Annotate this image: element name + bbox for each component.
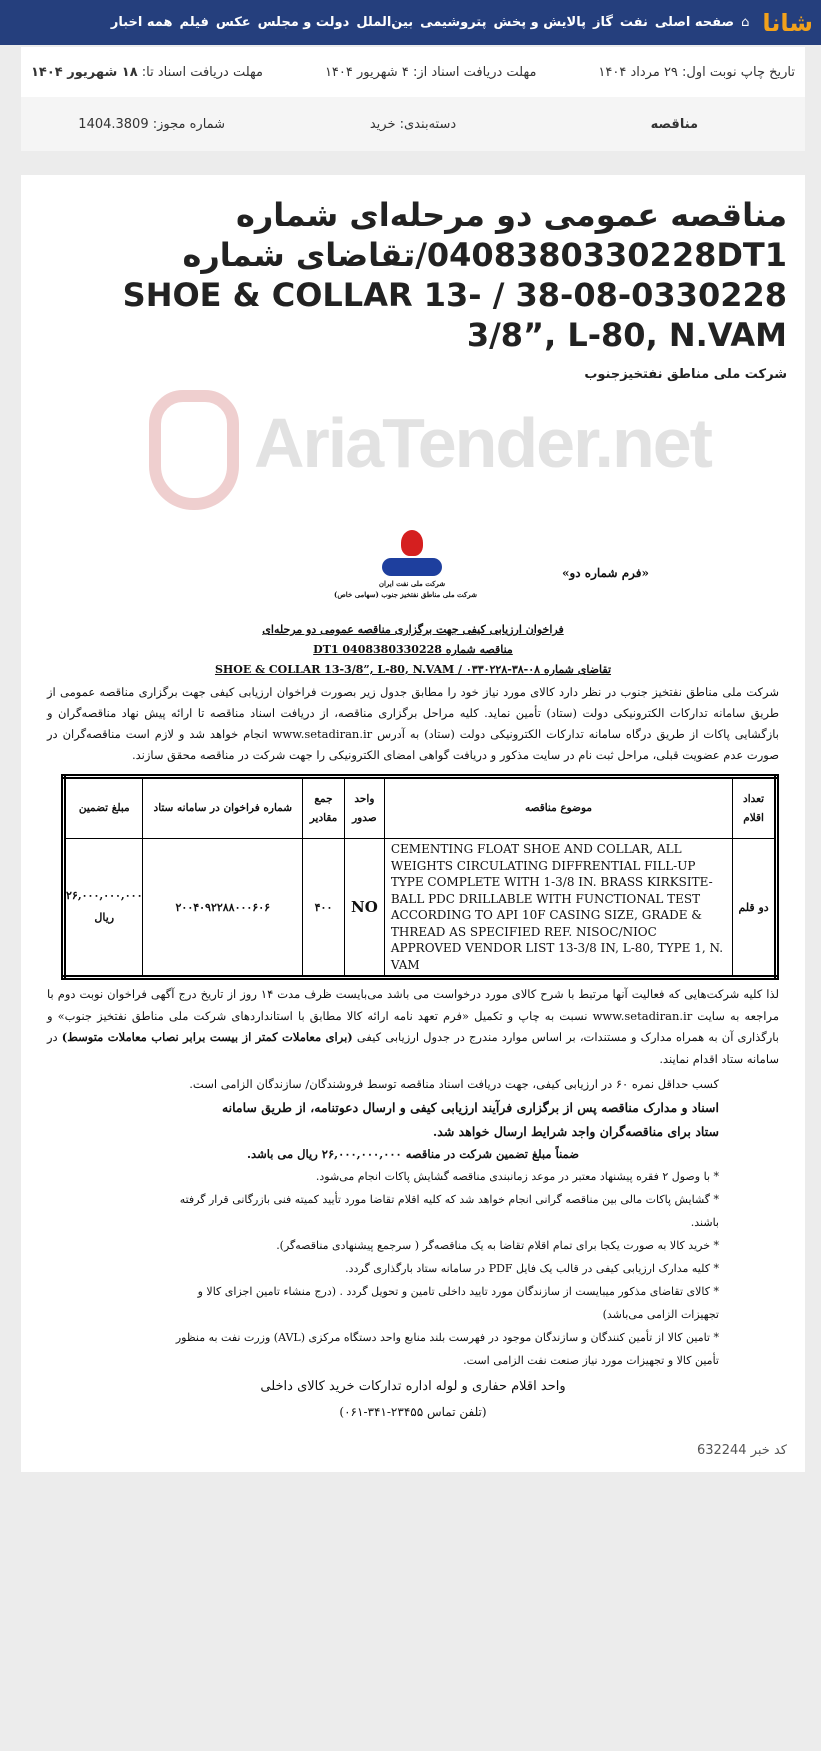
th-subject: موضوع مناقصه xyxy=(384,777,732,839)
doc-to-date xyxy=(31,65,263,80)
flame-icon xyxy=(401,530,423,556)
nioc-logo xyxy=(334,530,477,600)
cell-count: دو قلم xyxy=(733,839,777,978)
bullet-list xyxy=(47,1165,779,1372)
article-card xyxy=(21,175,805,1472)
th-unit: واحد صدور xyxy=(344,777,384,839)
license-number: شماره مجوز: 1404.3809 xyxy=(78,116,226,132)
tender-info-box xyxy=(21,47,805,151)
bullet-item: * با وصول ۲ فقره پیشنهاد معتبر در موعد زمانبندی مناقصه گشایش پاکات انجام می‌شود. xyxy=(315,1170,719,1183)
tender-document-image xyxy=(47,530,779,1423)
news-code: کد خبر 632244 xyxy=(696,1443,787,1458)
tender-type-label: مناقصه xyxy=(650,116,699,132)
contact-phone: (تلفن تماس ۲۳۴۵۵-۳۴۱-۰۶۱) xyxy=(339,1404,487,1419)
paragraph-5: ضمناً مبلغ تضمین شرکت در مناقصه ۲۶,۰۰۰,۰۰۰,۰۰۰ ریال می باشد. xyxy=(247,1146,579,1161)
nav-item-oil[interactable]: نفت xyxy=(619,15,648,30)
table-row xyxy=(64,839,777,978)
guarantee-currency: ریال xyxy=(94,911,115,924)
nav-item-all-news[interactable]: همه اخبار xyxy=(110,15,173,30)
shana-logo[interactable]: شانا xyxy=(762,8,813,37)
paragraph-4: اسناد و مدارک مناقصه پس از برگزاری فرآیند ارزیابی کیفی و ارسال دعوتنامه، از طریق سامانه ستاد برای مناقصه‌گران واجد شرایط ارسال خواهد شد. xyxy=(221,1099,719,1139)
top-nav xyxy=(0,0,821,45)
nav-item-international[interactable]: بین‌الملل xyxy=(356,15,414,30)
intro-paragraph: شرکت ملی مناطق نفتخیز جنوب در نظر دارد کالای مورد نیاز خود را مطابق جدول زیر بصورت فراخوان ارزیابی کیفی جهت برگزاری مناقصه عمومی از طریق سامانه تدارکات الکترونیکی دولت (ستاد) تأمین نماید. کلیه مراحل برگزاری مناقصه، از دریافت اسناد مناقصه تا ارائه پیش نهاد مناقصه‌گران و بازگشایی پاکات از طریق درگاه سامانه تدارکات الکترونیکی دولت (ستاد) به آدرس www.setadiran.ir انجام خواهد شد و لازم است مناقصه‌گران در صورت عدم عضویت قبلی، مراحل ثبت نام در سایت مذکور و دریافت گواهی امضای الکترونیکی را جهت شرکت در مناقصه محقق سازند. xyxy=(47,685,779,762)
p2-end: در سامانه ستاد اقدام نمایند. xyxy=(47,1030,779,1066)
guarantee-amount: ۲۶,۰۰۰,۰۰۰,۰۰۰ xyxy=(66,889,143,902)
tender-table xyxy=(61,774,779,980)
cell-call-no: ۲۰۰۴۰۹۲۲۸۸۰۰۰۶۰۶ xyxy=(143,839,303,978)
nav-item-petrochemical[interactable]: پتروشیمی xyxy=(420,15,487,30)
bullet-item: * تامین کالا از تأمین کنندگان و سازندگان موجود در فهرست بلند منابع واحد دستگاه مرکزی (AVL) وزرت نفت به منظور تأمین کالا و تجهیزات مورد نیاز صنعت نفت الزامی است. xyxy=(175,1331,719,1367)
nav-item-home[interactable]: صفحه اصلی xyxy=(654,15,735,30)
cell-unit: NO xyxy=(344,839,384,978)
form-label: «فرم شماره دو» xyxy=(561,566,649,580)
th-call-no: شماره فراخوان در سامانه ستاد xyxy=(143,777,303,839)
doc-heading-1: فراخوان ارزیابی کیفی جهت برگزاری مناقصه عمومی دو مرحله‌ای xyxy=(262,623,564,636)
doc-heading-3: تقاضای شماره ۰۸-۳۸-۰۳۳۰۲۲۸ / SHOE & COLLAR 13-3/8”, L-80, N.VAM xyxy=(214,663,612,676)
nav-item-photo[interactable]: عکس xyxy=(215,15,251,30)
watermark-text: AriaTender.net xyxy=(254,404,711,482)
p2-text: لذا کلیه شرکت‌هایی که فعالیت آنها مرتبط با شرح کالای مورد درخواست می باشد می‌بایست ظرف مدت ۱۴ روز از تاریخ درج آگهی فراخوان نوبت دوم با مراجعه به سایت www.setadiran.ir نسبت به چاپ و تکمیل «فرم تعهد نامه ارائه کالا مطابق با استانداردهای شرکت ملی مناطق نفتخیز جنوب» و بارگذاری آن به همراه مدارک و مستندات، بر اساس موارد مندرج در جدول ارزیابی کیفی xyxy=(47,987,779,1044)
watermark-shield-icon xyxy=(149,390,239,510)
doc-to-value: ۱۸ شهریور ۱۴۰۴ xyxy=(31,64,138,80)
th-count: تعداد اقلام xyxy=(733,777,777,839)
logo-base xyxy=(382,558,442,576)
nav-item-government[interactable]: دولت و مجلس xyxy=(257,15,350,30)
company-name: شرکت ملی مناطق نفتخیزجنوب xyxy=(584,367,787,382)
bullet-item: * کالای تقاضای مذکور میبایست از سازندگان مورد تایید داخلی تامین و تحویل گردد . (درج منشاء تامین اجزای کالا و تجهیزات الزامی می‌باشد) xyxy=(197,1285,719,1321)
th-guarantee: مبلغ تضمین xyxy=(64,777,143,839)
doc-heading-2: مناقصه شماره 0408380330228 DT1 xyxy=(313,643,513,656)
print-date: تاریخ چاپ نوبت اول: ۲۹ مرداد ۱۴۰۴ xyxy=(598,64,795,80)
signature-unit: واحد اقلام حفاری و لوله اداره تدارکات خرید کالای داخلی xyxy=(260,1379,566,1394)
logo-line1: شرکت ملی نفت ایران xyxy=(378,579,446,588)
nav-item-gas[interactable]: گاز xyxy=(592,15,613,30)
logo-line2: شرکت ملی مناطق نفتخیز جنوب (سهامی خاص) xyxy=(334,590,477,599)
watermark xyxy=(39,386,787,516)
cell-subject: CEMENTING FLOAT SHOE AND COLLAR, ALL WEIGHTS CIRCULATING DIFFRENTIAL FILL-UP TYPE COMPLETE WITH 1-3/8 IN. BRASS KIRKSITE-BALL PDC DRILLABLE WITH FUNCTIONAL TEST ACCORDING TO API 10F CASING SIZE, GRADE & THREAD AS SPECIFIED REF. NISOC/NIOC APPROVED VENDOR LIST 13-3/8 IN, L-80, TYPE 1, N. VAM xyxy=(384,839,732,978)
p2-bold: (برای معاملات کمتر از بیست برابر نصاب معاملات متوسط) xyxy=(61,1030,353,1044)
nav-item-refining[interactable]: پالایش و پخش xyxy=(493,15,586,30)
tender-type xyxy=(544,117,805,132)
bullet-item: * گشایش پاکات مالی بین مناقصه گرانی انجام خواهد شد که کلیه اقلام تقاضا مورد تأیید کمیته فنی بازرگانی قرار گرفته باشند. xyxy=(179,1193,719,1229)
category: دسته‌بندی: خرید xyxy=(369,116,457,132)
cell-qty: ۴۰۰ xyxy=(303,839,345,978)
home-icon[interactable]: ⌂ xyxy=(741,15,750,30)
doc-to-label: مهلت دریافت اسناد تا: xyxy=(137,64,263,80)
cell-guarantee xyxy=(64,839,143,978)
paragraph-2 xyxy=(47,984,779,1070)
article-title: مناقصه عمومی دو مرحله‌ای شماره 0408380330228DT1/تقاضای شماره 0330228-08-38 / SHOE & COLLAR 13-3/8”, L-80, N.VAM xyxy=(122,196,787,354)
th-qty: جمع مقادیر xyxy=(303,777,345,839)
bullet-item: * کلیه مدارک ارزیابی کیفی در قالب یک فایل PDF در سامانه ستاد بارگذاری گردد. xyxy=(345,1262,719,1275)
doc-from-date: مهلت دریافت اسناد از: ۴ شهریور ۱۴۰۴ xyxy=(324,64,537,80)
nav-item-film[interactable]: فیلم xyxy=(179,15,209,30)
bullet-item: * خرید کالا به صورت یکجا برای تمام اقلام تقاضا به یک مناقصه‌گر ( سرجمع پیشنهادی مناقصه‌گر). xyxy=(276,1239,719,1252)
paragraph-3: کسب حداقل نمره ۶۰ در ارزیابی کیفی، جهت دریافت اسناد مناقصه توسط فروشندگان/ سازندگان الزامی است. xyxy=(189,1077,719,1091)
